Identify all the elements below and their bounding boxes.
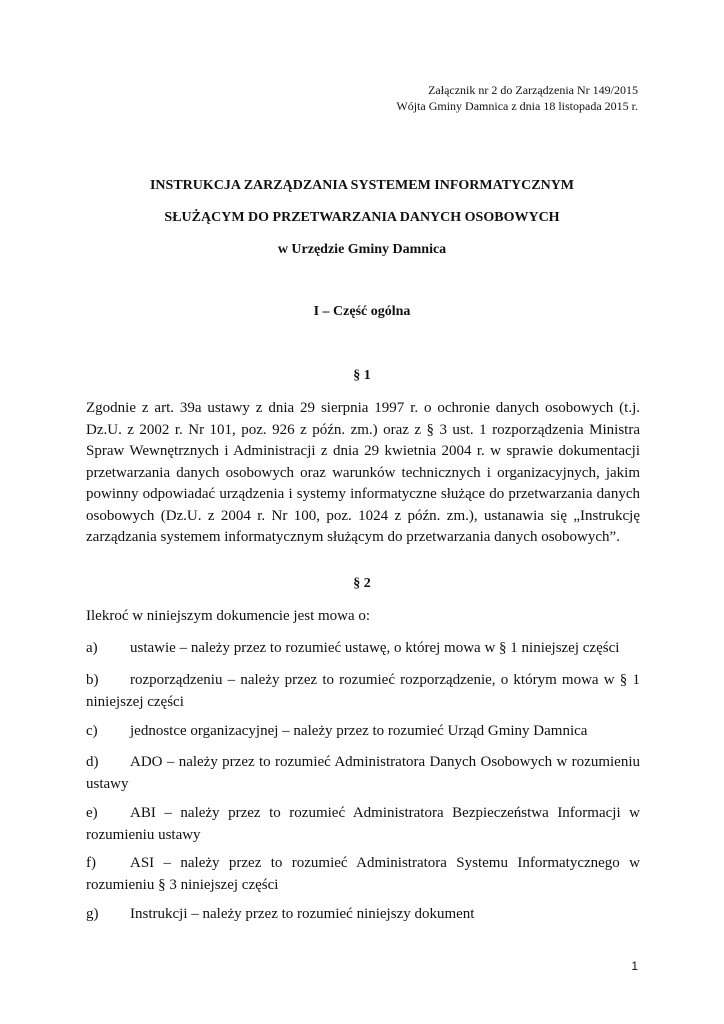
- definition-item-c: [86, 721, 640, 743]
- part-heading: I – Część ogólna: [313, 304, 411, 319]
- definition-item-f: [86, 853, 640, 896]
- page-number: 1: [631, 959, 638, 973]
- item-letter: e): [86, 805, 98, 821]
- section-2-heading: § 2: [353, 576, 371, 591]
- item-text: ASI – należy przez to rozumieć Administratora Systemu Informatycznego w rozumieniu § 3 niniejszej części: [86, 855, 640, 893]
- definition-item-g: [86, 904, 640, 926]
- section-1-text: Zgodnie z art. 39a ustawy z dnia 29 sierpnia 1997 r. o ochronie danych osobowych (t.j. Dz.U. z 2002 r. Nr 101, poz. 926 z późn. zm.) oraz z § 3 ust. 1 rozporządzenia Ministra Spraw Wewnętrznych i Administracji z dnia 29 kwietnia 2004 r. w sprawie dokumentacji przetwarzania danych osobowych oraz warunków technicznych i organizacyjnych, jakim powinny odpowiadać urządzenia i systemy informatyczne służące do przetwarzania danych osobowych (Dz.U. z 2004 r. Nr 100, poz. 1024 z późn. zm.), ustanawia się „Instrukcję zarządzania systemem informatycznym służącym do przetwarzania danych osobowych”.: [86, 400, 640, 545]
- attachment-header: [396, 82, 638, 114]
- item-text: jednostce organizacyjnej – należy przez to rozumieć Urząd Gminy Damnica: [130, 723, 588, 739]
- document-subtitle: w Urzędzie Gminy Damnica: [277, 242, 447, 257]
- item-letter: c): [86, 723, 98, 739]
- definition-item-a: [86, 638, 640, 660]
- item-letter: a): [86, 640, 98, 656]
- item-letter: g): [86, 906, 99, 922]
- definition-item-b: [86, 670, 640, 713]
- definition-item-e: [86, 803, 640, 846]
- item-text: ADO – należy przez to rozumieć Administratora Danych Osobowych w rozumieniu ustawy: [86, 754, 640, 792]
- header-line-1: Załącznik nr 2 do Zarządzenia Nr 149/2015: [428, 83, 638, 97]
- item-letter: b): [86, 672, 99, 688]
- section-2-intro: Ilekroć w niniejszym dokumencie jest mowa o:: [86, 608, 371, 624]
- item-text: Instrukcji – należy przez to rozumieć niniejszy dokument: [130, 906, 475, 922]
- item-text: rozporządzeniu – należy przez to rozumieć rozporządzenie, o którym mowa w § 1 niniejszej części: [86, 672, 640, 710]
- item-letter: d): [86, 754, 99, 770]
- item-text: ustawie – należy przez to rozumieć ustawę, o której mowa w § 1 niniejszej części: [130, 640, 620, 656]
- section-1-heading: § 1: [353, 368, 371, 383]
- header-line-2: Wójta Gminy Damnica z dnia 18 listopada 2015 r.: [396, 99, 638, 113]
- item-letter: f): [86, 855, 96, 871]
- document-title-line-2: SŁUŻĄCYM DO PRZETWARZANIA DANYCH OSOBOWYCH: [164, 210, 560, 225]
- document-title-line-1: INSTRUKCJA ZARZĄDZANIA SYSTEMEM INFORMATYCZNYM: [149, 178, 575, 193]
- definition-item-d: [86, 752, 640, 795]
- item-text: ABI – należy przez to rozumieć Administratora Bezpieczeństwa Informacji w rozumieniu ustawy: [86, 805, 640, 843]
